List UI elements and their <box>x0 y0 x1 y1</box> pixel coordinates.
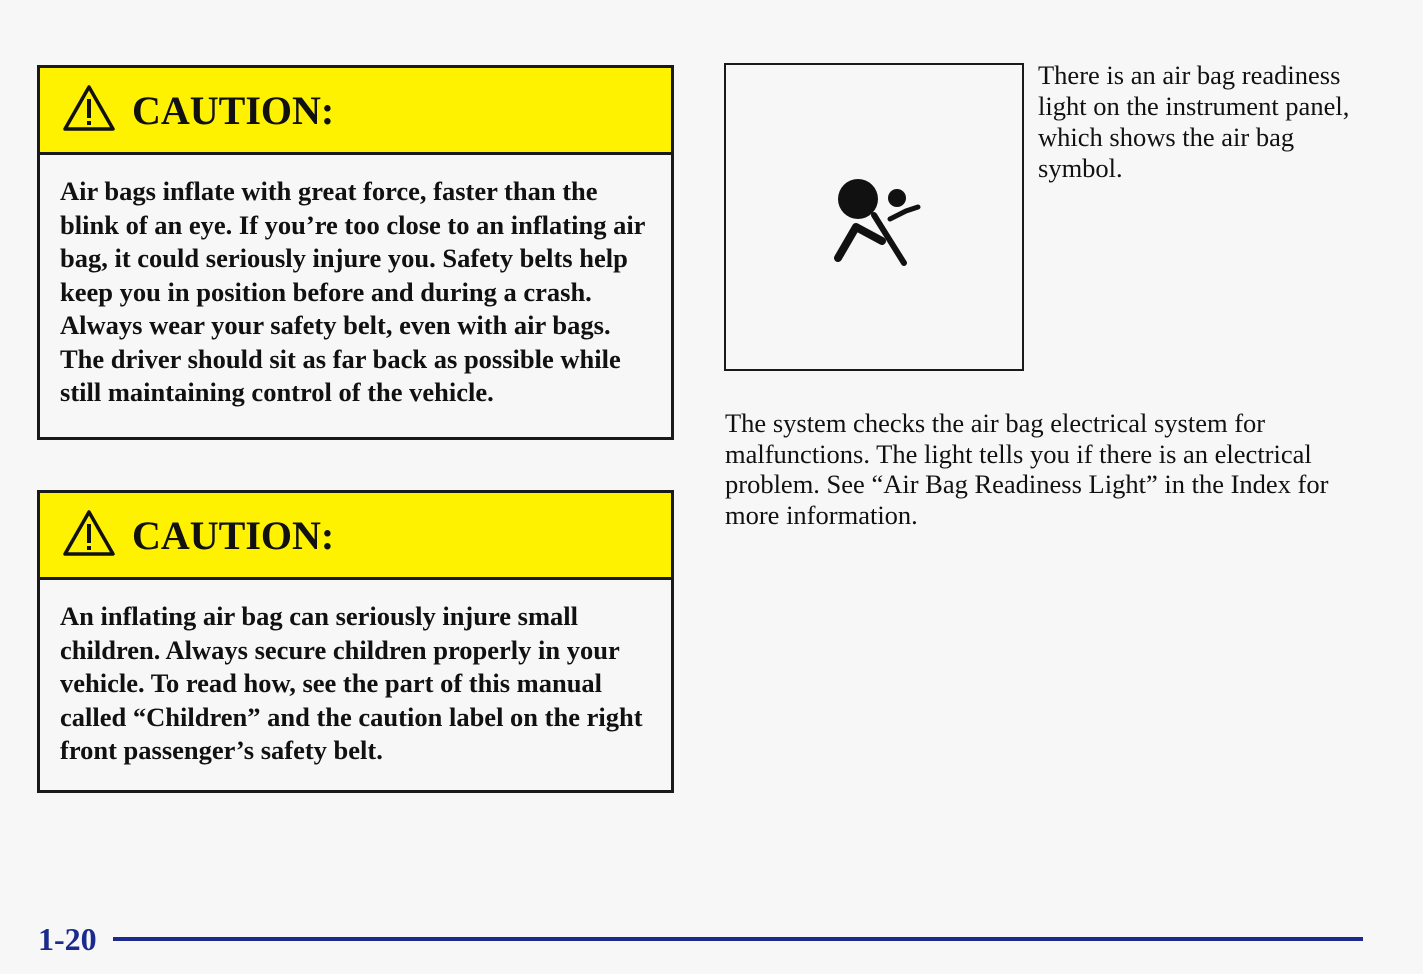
caution-title: CAUTION: <box>132 512 335 558</box>
body-paragraph: The system checks the air bag electrical system for malfunctions. The light tells you if there is an electrical problem. See “Air Bag Readiness Light” in the Index for more information. <box>725 408 1329 530</box>
warning-triangle-icon <box>62 84 116 132</box>
caution-text: Air bags inflate with great force, faster than the blink of an eye. If you’re too close to an inflating air bag, it could seriously injure you. Safety belts help keep you in position before and during a crash. Always wear your safety belt, even with air bags. The driver should sit as far back as possible while still maintaining control of the vehicle. <box>60 176 645 407</box>
caution-box-children <box>37 490 674 793</box>
caution-header <box>40 68 671 155</box>
caution-title: CAUTION: <box>132 87 335 133</box>
air-bag-symbol-icon <box>832 175 922 270</box>
warning-triangle-icon <box>62 509 116 557</box>
side-paragraph: There is an air bag readiness light on the instrument panel, which shows the air bag symbol. <box>1038 60 1350 183</box>
caution-text: An inflating air bag can seriously injure small children. Always secure children properly in your vehicle. To read how, see the part of this manual called “Children” and the caution label on the right front passenger’s safety belt. <box>60 601 643 765</box>
caution-box-airbag-force <box>37 65 674 440</box>
footer-rule <box>113 937 1363 941</box>
page-number: 1-20 <box>38 921 97 957</box>
air-bag-symbol-figure <box>724 63 1024 371</box>
caution-header <box>40 493 671 580</box>
